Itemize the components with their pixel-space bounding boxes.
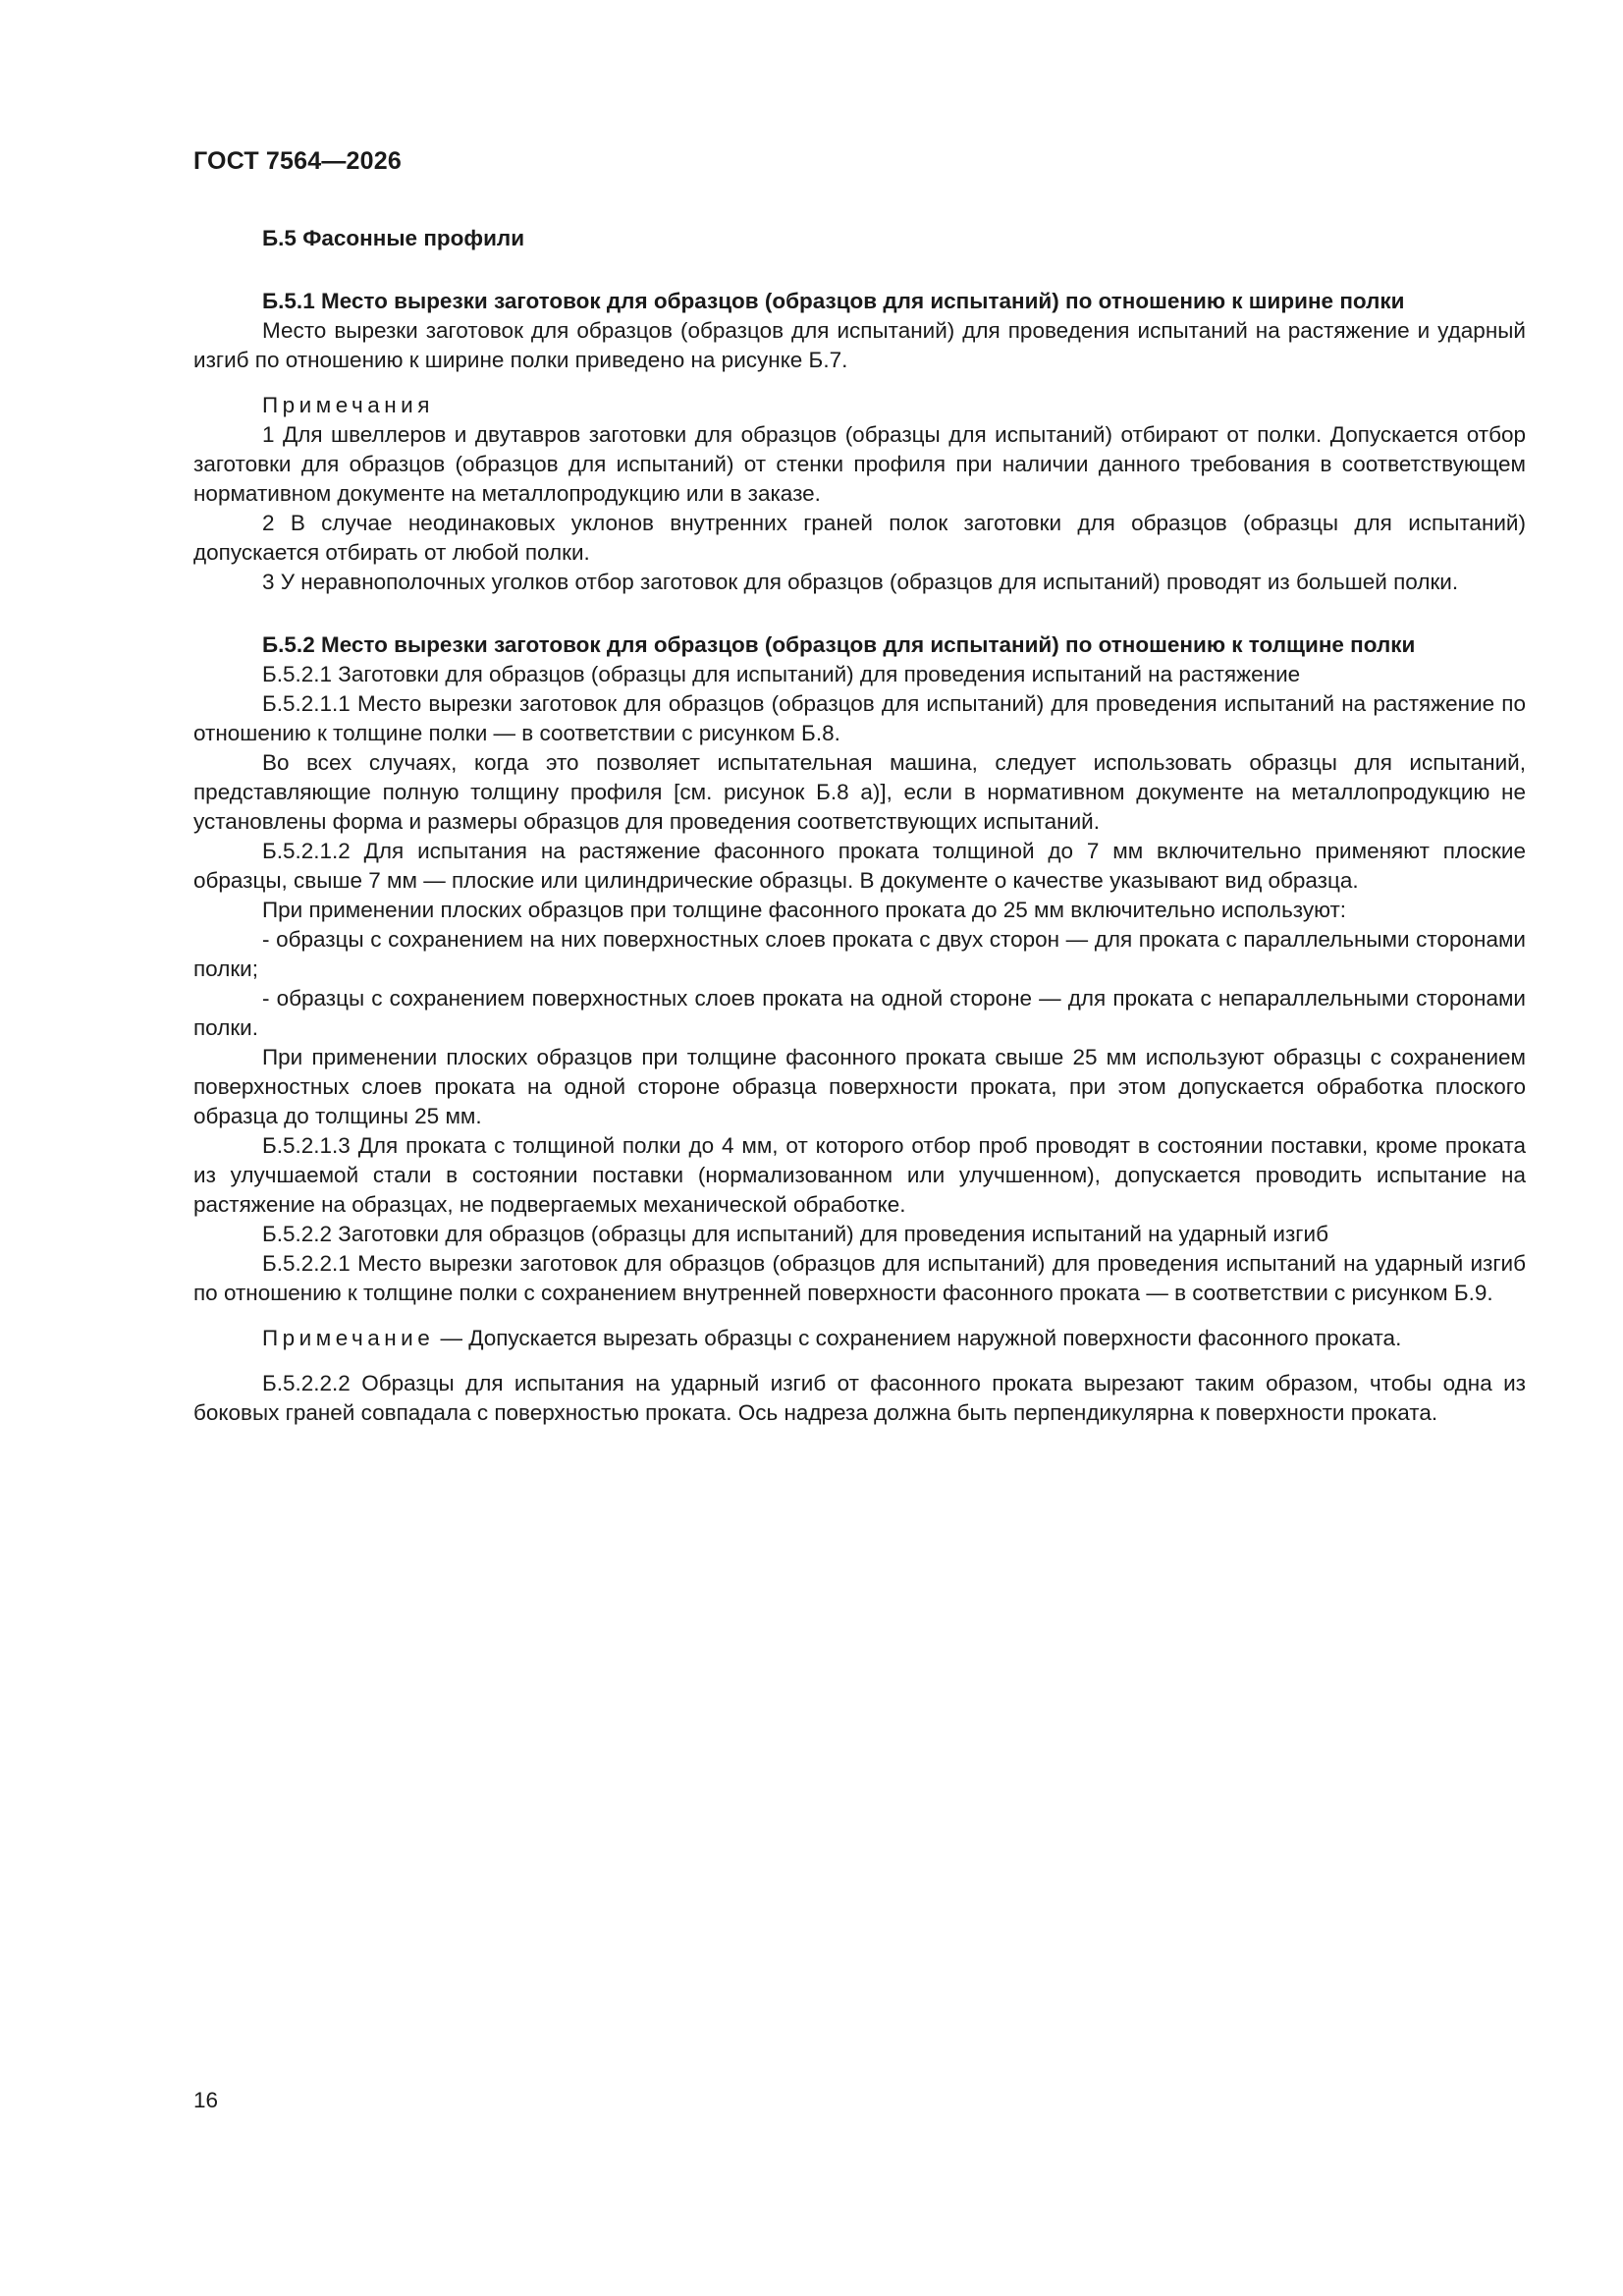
section-b51-heading: Б.5.1 Место вырезки заготовок для образцов (образцов для испытаний) по отношению к ширине полки — [262, 289, 1405, 313]
note-1: 1 Для швеллеров и двутавров заготовки для образцов (образцы для испытаний) отбирают от полки. Допускается отбор заготовки для образцов (образцов для испытаний) от стенки профиля при наличии данного требования в соответствующем нормативном документе на металлопродукцию или в заказе. — [193, 422, 1526, 506]
section-b51-text: Место вырезки заготовок для образцов (образцов для испытаний) для проведения испытаний на растяжение и ударный изгиб по отношению к ширине полки приведено на рисунке Б.7. — [193, 318, 1526, 372]
section-b5213-text: Б.5.2.1.3 Для проката с толщиной полки до 4 мм, от которого отбор проб проводят в состоянии поставки, кроме проката из улучшаемой стали в состоянии поставки (нормализованном или улучшенном), допускается проводить испытание на растяжение на образцах, не подвергаемых механической обработке. — [193, 1133, 1526, 1217]
document-body — [193, 224, 1526, 1428]
bullet-item-1: - образцы с сохранением на них поверхностных слоев проката с двух сторон — для проката с параллельными сторонами полки; — [193, 927, 1526, 981]
section-b521-text: Б.5.2.1 Заготовки для образцов (образцы для испытаний) для проведения испытаний на растяжение — [262, 662, 1301, 686]
all-cases-paragraph: Во всех случаях, когда это позволяет испытательная машина, следует использовать образцы для испытаний, представляющие полную толщину профиля [см. рисунок Б.8 а)], если в нормативном документе на металлопродукцию не установлены форма и размеры образцов для проведения соответствующих испытаний. — [193, 750, 1526, 834]
section-b5-heading: Б.5 Фасонные профили — [262, 226, 525, 250]
section-b5222-text: Б.5.2.2.2 Образцы для испытания на ударный изгиб от фасонного проката вырезают таким образом, чтобы одна из боковых граней совпадала с поверхностью проката. Ось надреза должна быть перпендикулярна к поверхности проката. — [193, 1371, 1526, 1425]
section-b5221-text: Б.5.2.2.1 Место вырезки заготовок для образцов (образцов для испытаний) для проведения испытаний на ударный изгиб по отношению к толщине полки с сохранением внутренней поверхности фасонного проката — в соответствии с рисунком Б.9. — [193, 1251, 1526, 1305]
single-note-paragraph — [193, 1324, 1526, 1353]
flat-over-25-paragraph: При применении плоских образцов при толщине фасонного проката свыше 25 мм используют образцы с сохранением поверхностных слоев проката на одной стороне образца поверхности проката, при этом допускается обработка плоского образца до толщины 25 мм. — [193, 1045, 1526, 1128]
section-b522-text: Б.5.2.2 Заготовки для образцов (образцы для испытаний) для проведения испытаний на ударный изгиб — [262, 1222, 1328, 1246]
note-2: 2 В случае неодинаковых уклонов внутренних граней полок заготовки для образцов (образцы для испытаний) допускается отбирать от любой полки. — [193, 511, 1526, 565]
flat-25-paragraph: При применении плоских образцов при толщине фасонного проката до 25 мм включительно используют: — [262, 898, 1347, 922]
bullet-item-2: - образцы с сохранением поверхностных слоев проката на одной стороне — для проката с непараллельными сторонами полки. — [193, 986, 1526, 1040]
single-note-text: — Допускается вырезать образцы с сохранением наружной поверхности фасонного проката. — [434, 1326, 1402, 1350]
notes-label: Примечания — [262, 393, 434, 417]
note-3: 3 У неравнополочных уголков отбор заготовок для образцов (образцов для испытаний) проводят из большей полки. — [262, 570, 1459, 594]
page-number: 16 — [193, 2088, 219, 2112]
section-b5212-text: Б.5.2.1.2 Для испытания на растяжение фасонного проката толщиной до 7 мм включительно применяют плоские образцы, свыше 7 мм — плоские или цилиндрические образцы. В документе о качестве указывают вид образца. — [193, 839, 1526, 893]
section-b5211-text: Б.5.2.1.1 Место вырезки заготовок для образцов (образцов для испытаний) для проведения испытаний на растяжение по отношению к толщине полки — в соответствии с рисунком Б.8. — [193, 691, 1526, 745]
single-note-label: Примечание — [262, 1326, 435, 1350]
section-b52-heading: Б.5.2 Место вырезки заготовок для образцов (образцов для испытаний) по отношению к толщине полки — [262, 632, 1416, 657]
document-code-header: ГОСТ 7564—2026 — [193, 147, 402, 175]
